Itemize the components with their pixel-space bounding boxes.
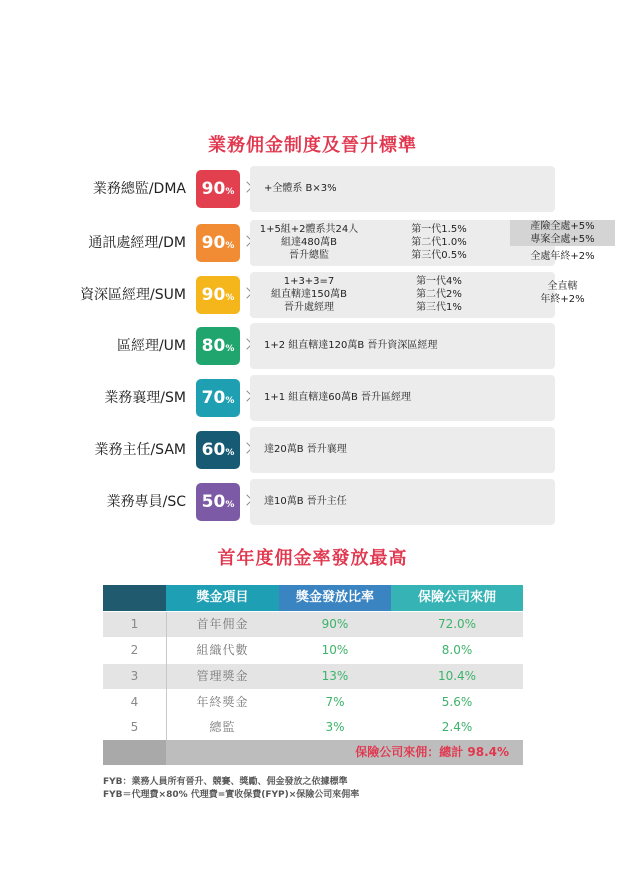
rank-label: 業務總監/DMA xyxy=(92,181,186,197)
criteria-text: 達10萬B 晉升主任 xyxy=(264,496,347,507)
rate-badge xyxy=(196,170,240,208)
rank-label: 業務主任/SAM xyxy=(94,442,186,458)
criteria-line: 組直轄達150萬B xyxy=(271,289,347,300)
column-divider xyxy=(166,612,167,740)
rank-row-sam xyxy=(60,427,555,473)
rate-number: 50 xyxy=(201,492,226,512)
row-item: 管理獎金 xyxy=(196,669,249,683)
rank-row-sm xyxy=(60,375,555,421)
rank-label: 資深區經理/SUM xyxy=(80,287,186,303)
criteria-line: 年終+2% xyxy=(540,294,585,305)
row-insurer: 8.0% xyxy=(441,643,473,657)
footnote-formula: FYB＝代理費×80% 代理費=實收保費(FYP)×保險公司來佣率 xyxy=(103,790,360,800)
year-end-bonus xyxy=(510,280,615,306)
row-index: 5 xyxy=(130,720,139,734)
row-item: 總監 xyxy=(209,720,236,734)
rate-number: 90 xyxy=(201,233,226,253)
total-text: 保險公司來佣：總計 98.4% xyxy=(355,745,509,759)
total-row xyxy=(103,740,523,765)
row-insurer: 72.0% xyxy=(437,617,477,631)
header-insurer: 保險公司來佣 xyxy=(391,585,523,611)
row-rate: 3% xyxy=(325,720,345,734)
criteria-line: 第三代1% xyxy=(416,302,462,313)
rank-label: 業務專員/SC xyxy=(106,494,186,510)
first-year-title: 首年度佣金率發放最高 xyxy=(217,548,408,569)
rate-percent: % xyxy=(225,499,235,510)
row-rate: 10% xyxy=(321,643,349,657)
year-end-bonus: 全處年終+2% xyxy=(530,251,595,262)
criteria-text: 達20萬B 晉升襄理 xyxy=(264,444,347,455)
generation-bonus xyxy=(368,275,510,314)
rate-badge xyxy=(196,379,240,417)
rate-percent: % xyxy=(225,447,235,458)
criteria-text: +全體系 B×3% xyxy=(264,183,337,194)
criteria-line: 產險全處+5% xyxy=(530,221,595,232)
rate-badge xyxy=(196,431,240,469)
header-index-cell xyxy=(103,585,166,611)
criteria-line: 專案全處+5% xyxy=(530,234,595,245)
header-rate: 獎金發放比率 xyxy=(279,585,391,611)
criteria-line: 第一代4% xyxy=(416,276,462,287)
rate-number: 90 xyxy=(201,285,226,305)
criteria-line: 1+5組+2體系共24人 xyxy=(259,224,359,235)
row-rate: 7% xyxy=(325,695,345,709)
rate-number: 70 xyxy=(201,388,226,408)
rank-row-dma xyxy=(60,166,555,212)
rank-label: 業務襄理/SM xyxy=(104,390,186,406)
rate-number: 80 xyxy=(201,336,226,356)
table-header xyxy=(103,585,523,611)
row-rate: 13% xyxy=(321,669,349,683)
criteria-line: 第二代1.0% xyxy=(411,237,467,248)
criteria-line: 晉升處經理 xyxy=(284,302,334,313)
rate-badge xyxy=(196,276,240,314)
criteria-line: 晉升總監 xyxy=(289,250,329,261)
rate-badge xyxy=(196,224,240,262)
row-rate: 90% xyxy=(321,617,349,631)
header-item: 獎金項目 xyxy=(166,585,279,611)
row-index: 2 xyxy=(130,643,139,657)
rate-percent: % xyxy=(225,240,235,251)
row-item: 組織代數 xyxy=(196,643,249,657)
rate-number: 60 xyxy=(201,440,226,460)
criteria-line: 第二代2% xyxy=(416,289,462,300)
rate-percent: % xyxy=(225,292,235,303)
footnote-fyb: FYB：業務人員所有晉升、競賽、獎勵、佣金發放之依據標準 xyxy=(103,777,348,787)
criteria-line: 第三代0.5% xyxy=(411,250,467,261)
row-insurer: 5.6% xyxy=(441,695,473,709)
rank-label: 通訊處經理/DM xyxy=(88,235,186,251)
rate-number: 90 xyxy=(201,179,226,199)
generation-bonus xyxy=(368,223,510,262)
rank-label: 區經理/UM xyxy=(116,338,186,354)
promotion-criteria xyxy=(250,223,368,262)
rank-row-sum xyxy=(60,272,585,318)
criteria-text: 1+1 組直轄達60萬B 晉升區經理 xyxy=(264,392,412,403)
row-index: 3 xyxy=(130,669,139,683)
rank-row-sc xyxy=(60,479,555,525)
row-insurer: 2.4% xyxy=(441,720,473,734)
criteria-line: 全直轄 xyxy=(547,281,578,292)
rank-row-um xyxy=(60,323,555,369)
row-index: 1 xyxy=(130,617,139,631)
promotion-criteria xyxy=(250,275,368,314)
criteria-text: 1+2 組直轄達120萬B 晉升資深區經理 xyxy=(264,340,438,351)
criteria-line: 第一代1.5% xyxy=(411,224,467,235)
rate-percent: % xyxy=(225,186,235,197)
rate-percent: % xyxy=(225,343,235,354)
criteria-line: 1+3+3=7 xyxy=(283,276,335,287)
row-item: 年終獎金 xyxy=(196,695,249,709)
rank-row-dm xyxy=(60,220,595,266)
rate-percent: % xyxy=(225,395,235,406)
rate-badge xyxy=(196,483,240,521)
row-item: 首年佣金 xyxy=(196,617,249,631)
branch-bonus xyxy=(510,220,615,246)
row-index: 4 xyxy=(130,695,139,709)
rate-badge xyxy=(196,327,240,365)
row-insurer: 10.4% xyxy=(437,669,477,683)
commission-title: 業務佣金制度及晉升標準 xyxy=(208,135,417,156)
criteria-line: 組達480萬B xyxy=(281,237,337,248)
total-index-cell xyxy=(103,740,166,765)
